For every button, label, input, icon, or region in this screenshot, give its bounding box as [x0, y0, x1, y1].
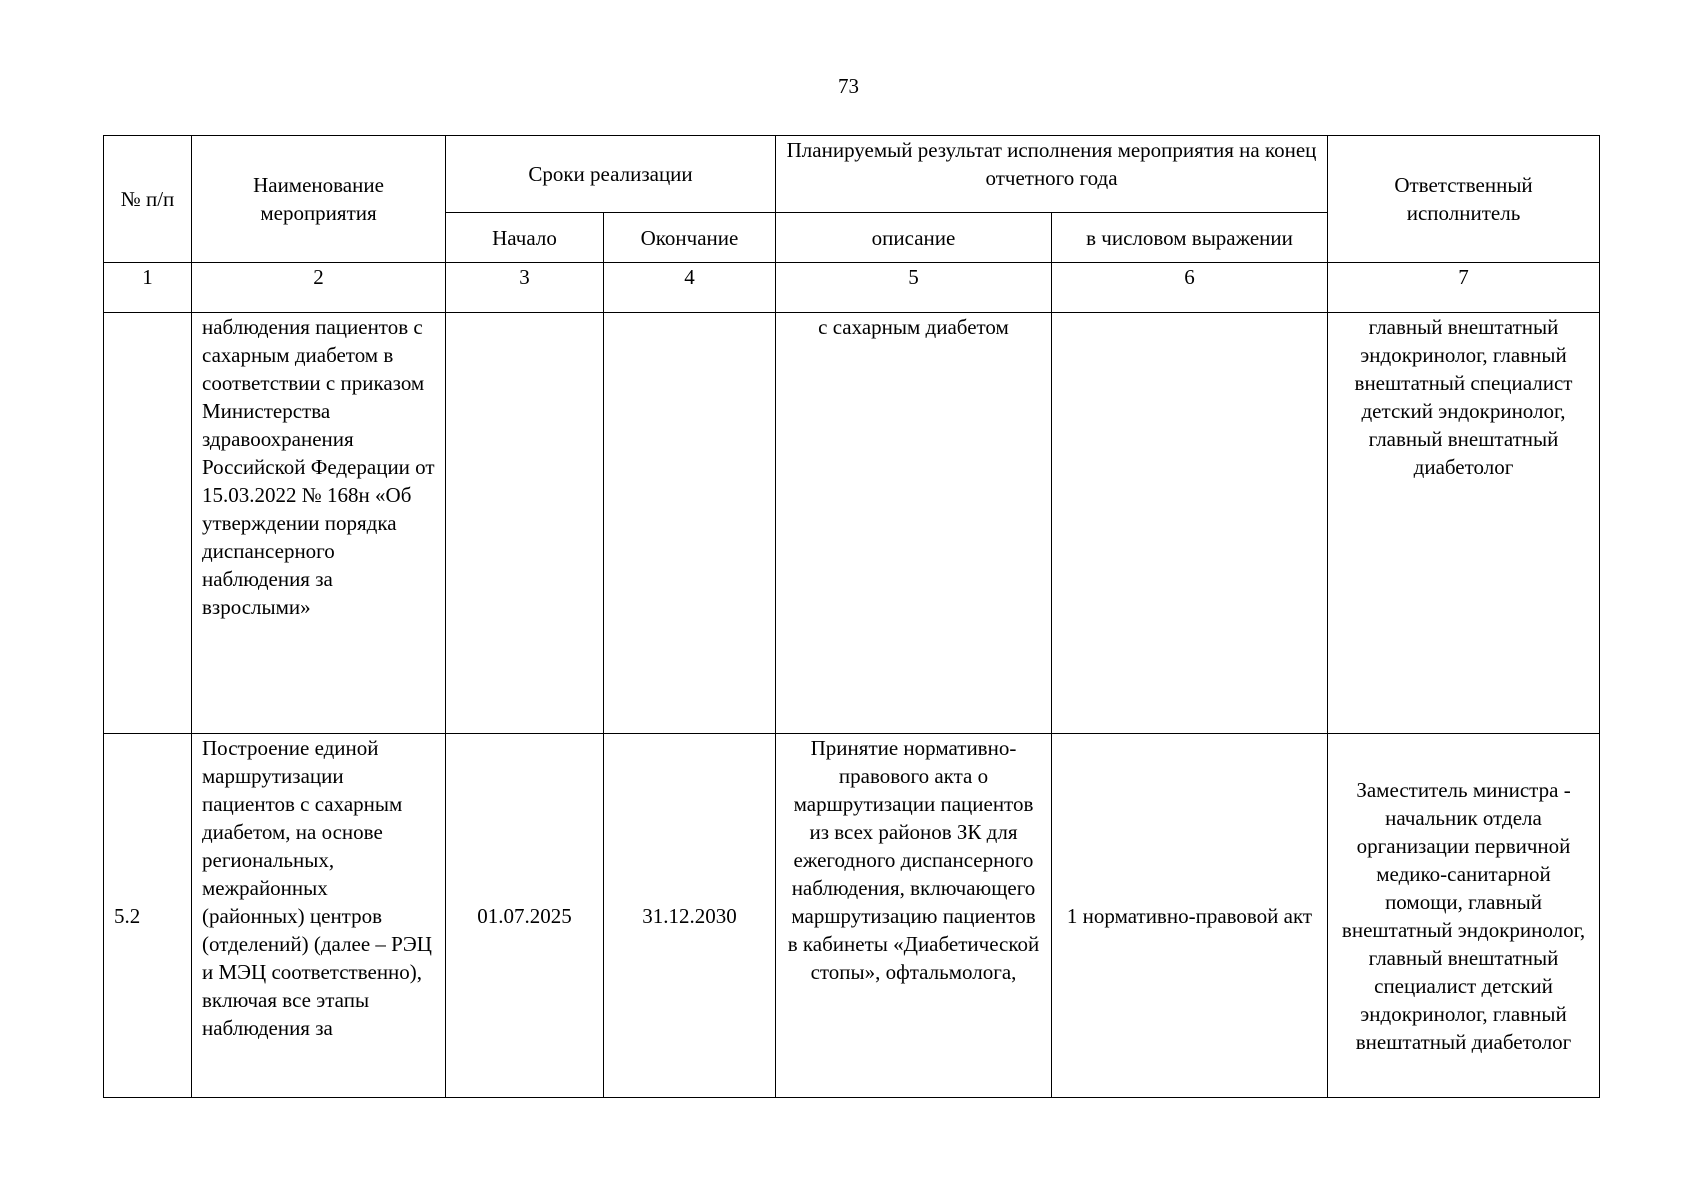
header-end: Окончание: [604, 213, 776, 263]
row-end: [604, 313, 776, 734]
row-end: 31.12.2030: [604, 734, 776, 1098]
column-number: 1: [104, 263, 192, 313]
header-numeric: в числовом выражении: [1052, 213, 1328, 263]
header-result: Планируемый результат исполнения мероприятия на конец отчетного года: [776, 136, 1328, 213]
column-number: 2: [192, 263, 446, 313]
header-name: Наименование мероприятия: [192, 136, 446, 263]
header-num: № п/п: [104, 136, 192, 263]
column-number: 7: [1328, 263, 1600, 313]
row-start: 01.07.2025: [446, 734, 604, 1098]
row-responsible: Заместитель министра - начальник отдела организации первичной медико-санитарной помощи, главный внештатный эндокринолог, главный внештатный специалист детский эндокринолог, главный внештатный диабетолог: [1328, 734, 1600, 1098]
row-numeric: [1052, 313, 1328, 734]
row-description: с сахарным диабетом: [776, 313, 1052, 734]
row-name: наблюдения пациентов с сахарным диабетом в соответствии с приказом Министерства здравоохранения Российской Федерации от 15.03.2022 № 168н «Об утверждении порядка диспансерного наблюдения за взрослыми»: [192, 313, 446, 734]
row-number: [104, 313, 192, 734]
table-row: [104, 734, 1600, 1098]
row-numeric: 1 нормативно-правовой акт: [1052, 734, 1328, 1098]
header-responsible: Ответственный исполнитель: [1328, 136, 1600, 263]
column-number: 5: [776, 263, 1052, 313]
column-number: 4: [604, 263, 776, 313]
table-row: [104, 313, 1600, 734]
column-number: 3: [446, 263, 604, 313]
page-number: 73: [838, 74, 859, 98]
row-number: 5.2: [104, 734, 192, 1098]
row-description: Принятие нормативно-правового акта о маршрутизации пациентов из всех районов ЗК для ежегодного диспансерного наблюдения, включающего маршрутизацию пациентов в кабинеты «Диабетической стопы», офтальмолога,: [776, 734, 1052, 1098]
column-number: 6: [1052, 263, 1328, 313]
column-number-row: [104, 263, 1600, 313]
row-name: Построение единой маршрутизации пациентов с сахарным диабетом, на основе региональных, межрайонных (районных) центров (отделений) (далее – РЭЦ и МЭЦ соответственно), включая все этапы наблюдения за: [192, 734, 446, 1098]
header-start: Начало: [446, 213, 604, 263]
header-description: описание: [776, 213, 1052, 263]
row-start: [446, 313, 604, 734]
header-row-top: [104, 136, 1600, 213]
plan-table: [103, 135, 1600, 1098]
row-responsible: главный внештатный эндокринолог, главный внештатный специалист детский эндокринолог, главный внештатный диабетолог: [1328, 313, 1600, 734]
header-terms: Сроки реализации: [446, 136, 776, 213]
